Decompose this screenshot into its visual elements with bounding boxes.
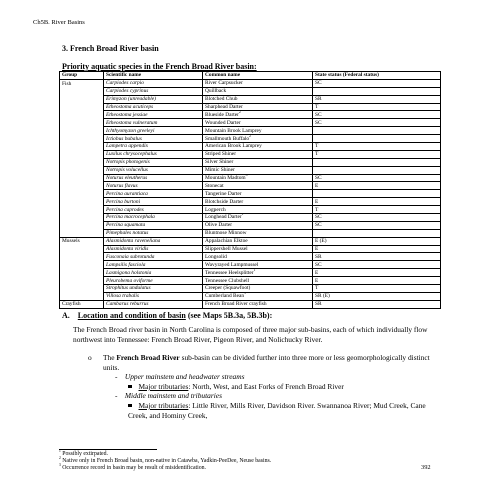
common-name-cell (203, 158, 313, 166)
status-cell: E (313, 277, 441, 285)
group-cell: Fish (60, 79, 104, 87)
section-heading: 3. French Broad River basin (62, 44, 159, 53)
status-cell: T (313, 206, 441, 214)
location-paragraph: The French Broad river basin in North Carolina is composed of three major sub-basins, each of which individually flow northwest into Tennessee: French Broad River, Pigeon River, and Nolichucky River. (73, 325, 428, 344)
table-row (60, 269, 441, 277)
table-row (60, 174, 441, 182)
scientific-name-cell: Percina squamata (104, 221, 203, 229)
table-header-row (60, 72, 441, 80)
common-name-cell (203, 261, 313, 269)
column-header-group: Group (60, 72, 104, 80)
group-cell: Mussels (60, 237, 104, 245)
location-heading-letter: A. (62, 311, 70, 320)
group-cell (60, 277, 104, 285)
status-cell: T (313, 103, 441, 111)
tributaries-text: : Little River, Mills River, Davidson River. Swannanoa River; Mud Creek, Cane Creek, and Hominy Creek, (128, 401, 426, 420)
status-cell: SC (313, 111, 441, 119)
scientific-name-cell: Percina burtoni (104, 198, 203, 206)
status-cell: SR (E) (313, 292, 441, 300)
status-cell (313, 190, 441, 198)
common-name-text: Longsolid (205, 253, 227, 260)
scientific-name-cell: Ichthyomyzon greeleyi (104, 127, 203, 135)
table-row (60, 237, 441, 245)
scientific-name-cell: Noturus eleutherus (104, 174, 203, 182)
common-name-cell (203, 285, 313, 296)
table-row (60, 143, 441, 151)
common-name-cell (203, 79, 313, 87)
table-row (60, 111, 441, 119)
common-name-text: Tangerine Darter (205, 190, 242, 197)
table-row (60, 221, 441, 229)
group-cell (60, 135, 104, 143)
footnotes (59, 451, 271, 472)
page-number: 392 (421, 464, 431, 471)
common-name-cell (203, 119, 313, 127)
unit-middle-tributaries (128, 401, 446, 420)
group-cell (60, 285, 104, 293)
common-name-cell (203, 87, 313, 95)
scientific-name-cell: Notropis photogenis (104, 158, 203, 166)
footnote-2: $^2$ Native only in French Broad basin, non-native in Catawba, Yadkin-PeeDee, Neuse basins. (59, 456, 272, 464)
table-row (60, 229, 441, 237)
table-row (60, 95, 441, 103)
common-name-cell (203, 127, 313, 135)
scientific-name-cell: Percina caprodes (104, 206, 203, 214)
location-heading-title: Location and condition of basin (77, 311, 186, 320)
group-cell (60, 182, 104, 190)
group-cell (60, 103, 104, 111)
common-name-text: American Brook Lamprey (205, 143, 262, 150)
unit-middle-title: Middle mainstem and tributaries (124, 391, 222, 400)
footnote-1: $^1$ Possibly extirpated. (59, 449, 108, 457)
footnote-marker: 3 (245, 174, 248, 178)
table-title: Priority aquatic species in the French Broad River basin: (62, 62, 257, 71)
location-heading (62, 311, 272, 321)
status-cell: E (313, 269, 441, 277)
scientific-name-cell: Notropis volucellus (104, 166, 203, 174)
scientific-name-cell: Fusconaia subrotunda (104, 253, 203, 261)
status-cell: E (E) (313, 237, 441, 245)
scientific-name-cell: Lampetra appendix (104, 143, 203, 151)
location-heading-maps: (see Maps 5B.3a, 5B.3b): (187, 311, 273, 320)
tributaries-label: Major tributaries (138, 401, 189, 410)
status-cell: SC (313, 119, 441, 127)
square-bullet-icon (128, 404, 132, 408)
common-name-cell (203, 206, 313, 214)
common-name-text: Wounded Darter (205, 119, 241, 126)
common-name-cell (203, 190, 313, 198)
common-name-text: Tennessee Heelsplitter (205, 269, 254, 276)
table-row (60, 245, 441, 253)
common-name-cell (203, 221, 313, 229)
table-row (60, 79, 441, 87)
status-cell: SC (313, 174, 441, 182)
common-name-cell (203, 237, 313, 245)
common-name-text: Wavyrayed Lampmussel (205, 261, 259, 268)
common-name-cell (203, 182, 313, 190)
common-name-cell (203, 214, 313, 222)
circle-bullet: o (88, 353, 92, 362)
scientific-name-cell: Pleurobema oviforme (104, 277, 203, 285)
column-header-common-name: Common name (203, 72, 313, 80)
square-bullet-icon (128, 385, 132, 389)
scientific-name-cell: Pimephales notatus (104, 229, 203, 237)
group-cell (60, 214, 104, 222)
table-row (60, 103, 441, 111)
common-name-text: Cumberland Bean (205, 293, 245, 300)
common-name-text: Creeper (Squawfoot) (205, 285, 251, 292)
table-row (60, 127, 441, 135)
group-cell: Crayfish (60, 300, 104, 308)
status-cell (313, 229, 441, 237)
scientific-name-cell: Cambarus reburrus (104, 300, 203, 308)
group-cell (60, 87, 104, 95)
group-cell (60, 292, 104, 300)
table-row (60, 166, 441, 174)
status-cell (313, 127, 441, 135)
species-table (59, 71, 441, 309)
group-cell (60, 261, 104, 269)
common-name-text: Smallmouth Buffalo (205, 135, 250, 142)
status-cell: SC (313, 261, 441, 269)
sub-basin-name: French Broad River (116, 353, 180, 362)
common-name-cell (203, 143, 313, 151)
group-cell (60, 269, 104, 277)
scientific-name-cell: Etheostoma acuticeps (104, 103, 203, 111)
group-cell (60, 229, 104, 237)
dash-bullet: - (115, 391, 118, 400)
common-name-text: Olive Darter (205, 222, 233, 229)
group-cell (60, 198, 104, 206)
table-row (60, 135, 441, 143)
common-name-cell (203, 111, 313, 119)
table-row (60, 292, 441, 300)
scientific-name-cell: Strophitus undulatus (104, 285, 203, 293)
common-name-text: Tennessee Clubshell (205, 277, 250, 284)
column-header-scientific-name: Scientific name (104, 72, 203, 80)
common-name-cell (203, 253, 313, 261)
common-name-cell (203, 103, 313, 111)
status-cell (313, 166, 441, 174)
scientific-name-cell: Carpiodes cyprinus (104, 87, 203, 95)
status-cell (313, 158, 441, 166)
common-name-cell (203, 269, 313, 277)
status-cell: SR (313, 95, 441, 103)
group-cell (60, 253, 104, 261)
scientific-name-cell: Carpiodes carpio (104, 79, 203, 87)
footnote-marker: 1 (253, 268, 256, 272)
status-cell: E (313, 182, 441, 190)
scientific-name-cell: Percina macrocephala (104, 214, 203, 222)
common-name-text: Sharphead Darter (205, 104, 243, 110)
common-name-text: Mimic Shiner (205, 167, 235, 174)
common-name-text: Blotchside Darter (205, 198, 244, 205)
group-cell (60, 119, 104, 127)
common-name-text: Quillback (205, 88, 227, 95)
status-cell: SC (313, 79, 441, 87)
status-cell: SR (313, 253, 441, 261)
group-cell (60, 166, 104, 174)
common-name-text: French Broad River crayfish (205, 301, 267, 308)
common-name-text: Striped Shiner (205, 151, 236, 158)
group-cell (60, 245, 104, 253)
table-row (60, 214, 441, 222)
common-name-cell (203, 300, 313, 308)
table-row (60, 300, 441, 308)
scientific-name-cell: Etheostoma vulneratum (104, 119, 203, 127)
common-name-cell (203, 292, 313, 300)
scientific-name-cell: Villosa trabalis (104, 292, 203, 300)
table-row (60, 119, 441, 127)
common-name-text: Bluntnose Minnow (205, 230, 247, 237)
common-name-cell (203, 135, 313, 143)
group-cell (60, 206, 104, 214)
table-row (60, 277, 441, 285)
table-row (60, 190, 441, 198)
status-cell: T (313, 150, 441, 158)
common-name-cell (203, 150, 313, 158)
group-cell (60, 150, 104, 158)
group-cell (60, 143, 104, 151)
common-name-text: Silver Shiner (205, 159, 234, 166)
tributaries-text: : North, West, and East Forks of French Broad River (188, 382, 344, 391)
table-row (60, 285, 441, 293)
table-row (60, 150, 441, 158)
common-name-text: Blueside Darter (205, 111, 239, 118)
unit-middle-mainstem (115, 391, 222, 401)
table-row (60, 87, 441, 95)
footnote-marker: 2 (238, 110, 241, 115)
status-cell: E (313, 198, 441, 206)
footnote-marker: 1 (244, 292, 246, 296)
common-name-cell (203, 198, 313, 206)
scientific-name-cell: Erimyzon (unreadable) (104, 95, 203, 103)
footnote-rule (59, 449, 157, 450)
scientific-name-cell: Percina aurantiaca (104, 190, 203, 198)
table-row (60, 253, 441, 261)
column-header-state-status: State status (Federal status) (313, 72, 441, 80)
scientific-name-cell: Alasmidonta raveneliana (104, 237, 203, 245)
table-row (60, 198, 441, 206)
common-name-cell (203, 166, 313, 174)
scientific-name-cell: Luxilus chrysocephalus (104, 150, 203, 158)
group-cell (60, 190, 104, 198)
status-cell: T (313, 285, 441, 293)
scientific-name-cell: Noturus flavus (104, 182, 203, 190)
status-cell: T (313, 143, 441, 151)
unit-upper-title: Upper mainstem and headwater streams (124, 372, 245, 381)
common-name-cell (203, 229, 313, 237)
group-cell (60, 127, 104, 135)
scientific-name-cell: Lampsilis fasciola (104, 261, 203, 269)
common-name-text: Mountain Madtom (205, 175, 246, 182)
table-row (60, 261, 441, 269)
status-cell: SC (313, 214, 441, 222)
common-name-text: Mountain Brook Lamprey (205, 127, 262, 134)
status-cell: SC (313, 221, 441, 229)
table-row (60, 206, 441, 214)
common-name-text: Longhead Darter (205, 214, 242, 221)
scientific-name-cell: Lasmigona holstonia (104, 269, 203, 277)
common-name-cell (203, 245, 313, 253)
common-name-text: Blotched Chub (205, 96, 238, 103)
status-cell (313, 87, 441, 95)
footnote-marker: 1 (241, 213, 244, 217)
group-cell (60, 221, 104, 229)
scientific-name-cell: Alasmidonta viridis (104, 245, 203, 253)
species-table-body (60, 79, 441, 308)
scientific-name-cell: Ictiobus bubalus (104, 135, 203, 143)
tributaries-label: Major tributaries (138, 382, 189, 391)
dash-bullet: - (115, 372, 118, 381)
group-cell (60, 158, 104, 166)
scientific-name-cell: Etheostoma jessiae (104, 111, 203, 119)
common-name-cell (203, 174, 313, 182)
status-cell: E (313, 245, 441, 253)
common-name-text: Slippershell Mussel (205, 246, 248, 253)
group-cell (60, 111, 104, 119)
sub-basin-text: The French Broad River sub-basin can be divided further into three more or less geomorphologically distinct units. (103, 353, 430, 372)
common-name-cell (203, 277, 313, 285)
group-cell (60, 95, 104, 103)
common-name-text: Logperch (205, 206, 226, 213)
common-name-cell (203, 95, 313, 103)
running-header: Ch5B. River Basins (33, 19, 85, 26)
table-row (60, 182, 441, 190)
footnote-marker: 2 (249, 134, 251, 138)
common-name-text: River Carpsucker (205, 80, 243, 87)
status-cell (313, 135, 441, 143)
common-name-text: Stonecat (205, 182, 224, 189)
common-name-text: Appalachian Elktoe (205, 238, 248, 245)
table-row (60, 158, 441, 166)
unit-upper-mainstem (115, 372, 244, 382)
group-cell (60, 174, 104, 182)
footnote-3: $^3$ Occurrence record in basin may be result of misidentification. (59, 463, 206, 471)
status-cell: SR (313, 300, 441, 308)
